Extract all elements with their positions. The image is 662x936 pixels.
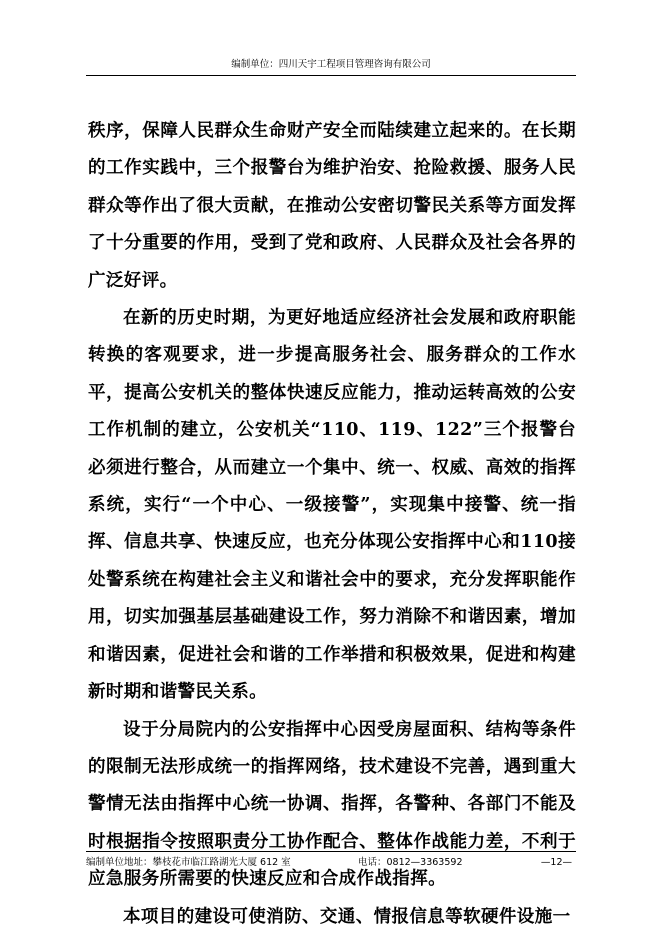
- footer-phone: 电话：0812—3363592: [358, 857, 463, 868]
- page-footer: [86, 851, 576, 874]
- paragraph-3: 设于分局院内的公安指挥中心因受房屋面积、结构等条件的限制无法形成统一的指挥网络，技术建设不完善，遇到重大警情无法由指挥中心统一协调、指挥，各警种、各部门不能及时根据指令按照职责分工协作配合、整体作战能力差，不利于应急服务所需要的快速反应和合成作战指挥。: [88, 719, 576, 890]
- document-body: [88, 113, 576, 936]
- footer-address: 编制单位地址：攀枝花市临江路湖光大厦 612 室: [86, 857, 291, 868]
- page-number: —12—: [540, 857, 572, 868]
- paragraph-4: 本项目的建设可使消防、交通、情报信息等软硬件设施一: [123, 906, 571, 927]
- page-header: [86, 55, 576, 76]
- paragraph-2: 在新的历史时期，为更好地适应经济社会发展和政府职能转换的客观要求，进一步提高服务社会、服务群众的工作水平，提高公安机关的整体快速反应能力，推动运转高效的公安工作机制的建立，公安机关“110、119、122”三个报警台必须进行整合，从而建立一个集中、统一、权威、高效的指挥系统，实行“一个中心、一级接警”，实现集中接警、统一指挥、信息共享、快速反应，也充分体现公安指挥中心和110接处警系统在构建社会主义和谐社会中的要求，充分发挥职能作用，切实加强基层基础建设工作，努力消除不和谐因素，增加和谐因素，促进社会和谐的工作举措和积极效果，促进和构建新时期和谐警民关系。: [88, 308, 576, 703]
- paragraph-1: 秩序，保障人民群众生命财产安全而陆续建立起来的。在长期的工作实践中，三个报警台为维护治安、抢险救援、服务人民群众等作出了很大贡献，在推动公安密切警民关系等方面发挥了十分重要的作用，受到了党和政府、人民群众及社会各界的广泛好评。: [88, 121, 576, 291]
- header-organization: 编制单位：四川天宇工程项目管理咨询有限公司: [231, 59, 431, 70]
